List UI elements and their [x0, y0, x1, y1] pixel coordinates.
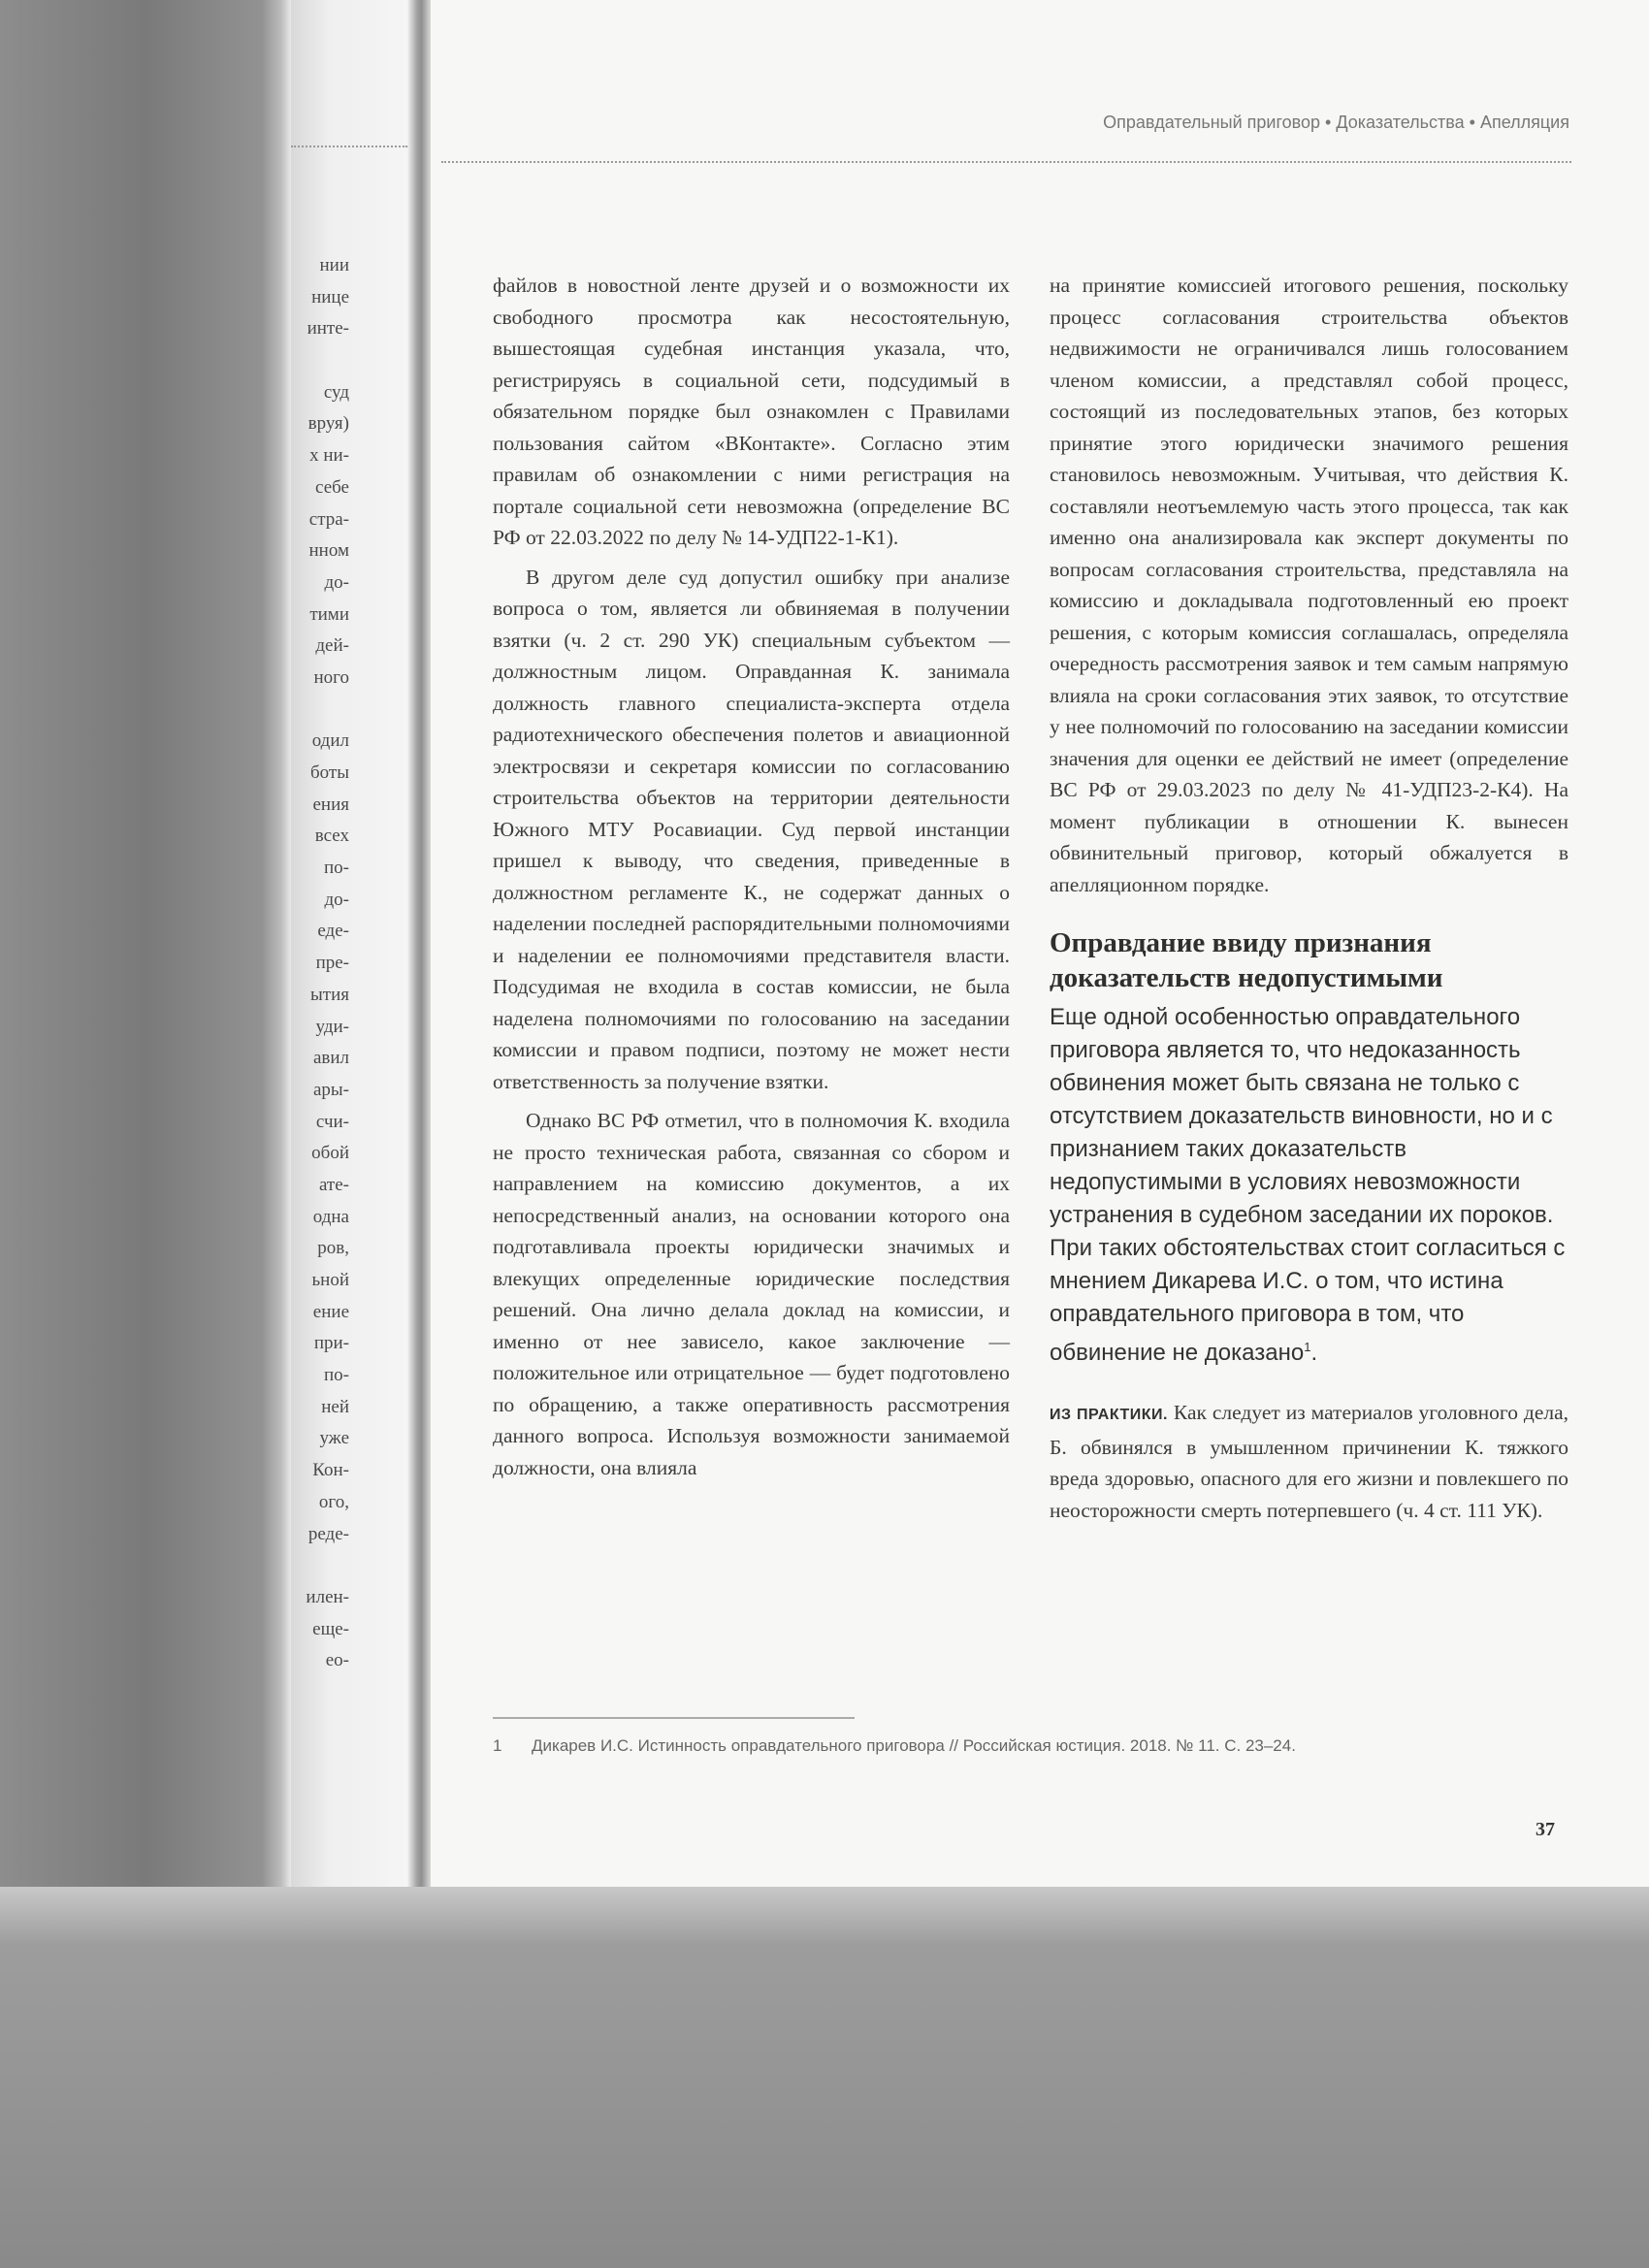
previous-page-fragment-line: вруя): [307, 413, 349, 435]
previous-page-fragment-line: ного: [313, 666, 349, 688]
previous-page-fragment-line: ров,: [317, 1238, 349, 1259]
paragraph: на принятие комиссией итогового решения, поскольку процесс согласования строительства объектов недвижимости не ограничивался лишь голосованием членом комиссии, а представлял собой процесс, состоящий из последовательных этапов, без которых принятие этого юридически значимого решения становилось невозможным. Учитывая, что действия К. составляли неотъемлемую часть этого процесса, так как именно она анализировала как эксперт документы по вопросам согласования строительства, представляла на комиссию и докладывала подготовленный ею проект решения, с которым комиссия соглашалась, определяла очередность рассмотрения заявок и тем самым напрямую влияла на сроки согласования этих заявок, то отсутствие у нее полномочий по голосованию на заседании комиссии значения для оценки ее действий не имеет (определение ВС РФ от 29.03.2023 по делу № 41-УДП23-2-К4). На момент публикации в отношении К. вынесен обвинительный приговор, который обжалуется в апелляционном порядке.: [1050, 274, 1568, 896]
previous-page-fragment-line: пре-: [315, 953, 349, 974]
lead-paragraph: Еще одной особенностью оправдательного приговора является то, что недоказанность обвинения может быть связана не только с отсутствием доказательств виновности, но и с признанием таких доказательств недопустимыми в условиях невозможности устранения в судебном заседании их пороков. При таких обстоятельствах стоит согласиться с мнением Дикарева И.С. о том, что истина оправдательного приговора в том, что обвинение не доказано$^1$.: [1050, 1004, 1566, 1366]
previous-page-fragment-line: [291, 345, 349, 377]
previous-page-fragment-line: дей-: [315, 635, 349, 657]
previous-page-fragment-line: уди-: [315, 1016, 349, 1037]
previous-page-fragment-line: ео-: [325, 1650, 349, 1671]
footnote-text: Дикарев И.С. Истинность оправдательного приговора // Российская юстиция. 2018. № 11. С. 23–24.: [532, 1736, 1296, 1755]
previous-page-fragment-line: до-: [324, 889, 349, 910]
previous-page-fragment-line: Кон-: [312, 1460, 349, 1481]
previous-page-fragment-line: ого,: [318, 1491, 349, 1512]
previous-page-fragment-line: ате-: [318, 1174, 349, 1195]
previous-page-fragment-line: ары-: [312, 1079, 349, 1100]
paragraph: файлов в новостной ленте друзей и о возможности их свободного просмотра как несостоятельную, вышестоящая судебная инстанция указала, что, регистрируясь в социальной сети, подсудимый в обязательном порядке был ознакомлен с Правилами пользования сайтом «ВКонтакте». Согласно этим правилам об ознакомлении с ними регистрация на портале социальной сети невозможна (определение ВС РФ от 22.03.2022 по делу № 14-УДП22-1-К1).: [493, 274, 1010, 549]
previous-page-fragment-line: нии: [319, 255, 349, 275]
previous-page-fragment-line: уже: [319, 1428, 349, 1449]
header-rule: [441, 161, 1571, 163]
previous-page-fragment-line: до-: [324, 571, 349, 593]
previous-page-text-fragments: [291, 250, 349, 1677]
previous-page-fragment-line: суд: [323, 381, 349, 403]
previous-page-fragment-line: еще-: [312, 1618, 349, 1639]
previous-page-fragment-line: х ни-: [309, 445, 349, 467]
previous-page-fragment-line: нице: [311, 286, 349, 308]
book-spine-shadow: [407, 0, 431, 1887]
previous-page-fragment-line: ней: [321, 1396, 349, 1417]
previous-page-fragment-line: счи-: [315, 1111, 349, 1132]
lead-text: Еще одной особенностью оправдательного приговора является то, что недоказанность обвинения может быть связана не только с отсутствием доказательств виновности, но и с признанием таких доказательств недопустимыми в условиях невозможности устранения в судебном заседании их пороков. При таких обстоятельствах стоит согласиться с мнением Дикарева И.С. о том, что истина оправдательного приговора в том, что обвинение не доказано: [1050, 1004, 1566, 1366]
previous-page-fragment-line: всех: [314, 826, 349, 847]
scan-shadow-left: [0, 0, 291, 1887]
paragraph: В другом деле суд допустил ошибку при анализе вопроса о том, является ли обвиняемая в получении взятки (ч. 2 ст. 290 УК) специальным субъектом — должностным лицом. Оправданная К. занимала должность главного специалиста-эксперта отдела радиотехнического обеспечения полетов и авиационной электросвязи и секретаря комиссии по согласованию строительства объектов на территории деятельности Южного МТУ Росавиации. Суд первой инстанции пришел к выводу, что сведения, приведенные в должностном регламенте К., не содержат данных о наделении последней распорядительными полномочиями и наделении ее полномочиями представителя власти. Подсудимая не входила в состав комиссии, не была наделена полномочиями по голосованию на заседании комиссии и правом подписи, поэтому не может нести ответственность за получение взятки.: [493, 565, 1010, 1093]
previous-page-fragment-line: тими: [309, 603, 349, 625]
previous-page-fragment-line: одна: [312, 1206, 349, 1227]
previous-page-fragment-line: нном: [308, 540, 349, 562]
previous-page-fragment-line: ение: [312, 1301, 349, 1322]
previous-page-fragment-line: себе: [315, 476, 349, 498]
footnote-ref: 1: [1304, 1340, 1311, 1354]
previous-page-fragment-line: илен-: [306, 1586, 349, 1607]
footnote: [493, 1736, 1560, 1756]
previous-page-fragment-line: [291, 695, 349, 727]
column-left: [493, 270, 1010, 1483]
section-heading: Оправдание ввиду признания доказательств недопустимыми: [1050, 927, 1443, 993]
previous-page-fragment-line: ения: [312, 794, 349, 815]
footnote-rule: [493, 1717, 855, 1719]
practice-paragraph: [1050, 1397, 1568, 1526]
previous-page-fragment-line: реде-: [307, 1523, 349, 1544]
previous-page-fragment-line: по-: [324, 1365, 349, 1386]
previous-page-fragment-line: боты: [310, 762, 349, 783]
previous-page-fragment-line: стра-: [308, 508, 349, 530]
previous-page-header-rule: [291, 146, 407, 147]
previous-page-fragment-line: авил: [312, 1048, 349, 1069]
previous-page-fragment-line: инте-: [307, 318, 349, 340]
previous-page-fragment-line: ытия: [310, 984, 349, 1005]
practice-text: Как следует из материалов уголовного дела, Б. обвинялся в умышленном причинении К. тяжкого вреда здоровью, опасного для его жизни и повлекшего по неосторожности смерть потерпевшего (ч. 4 ст. 111 УК).: [1050, 1401, 1569, 1522]
previous-page-fragment-line: по-: [324, 858, 349, 879]
scan-shadow-bottom: [0, 1887, 1649, 2268]
previous-page-fragment-line: [291, 1550, 349, 1582]
practice-label: ИЗ ПРАКТИКИ.: [1050, 1407, 1168, 1423]
previous-page-fragment-line: одил: [311, 730, 349, 752]
footnote-number: 1: [493, 1736, 502, 1755]
previous-page-fragment-line: еде-: [317, 921, 349, 942]
page-number: 37: [1536, 1819, 1555, 1840]
running-head: Оправдательный приговор • Доказательства • Апелляция: [1103, 113, 1569, 132]
previous-page-fragment-line: ьной: [311, 1270, 349, 1290]
previous-page-fragment-line: обой: [311, 1143, 349, 1164]
previous-page-fragment-line: при-: [313, 1333, 349, 1354]
paragraph: Однако ВС РФ отметил, что в полномочия К. входила не просто техническая работа, связанная со сбором и направлением на комиссию документов, а их непосредственный анализ, на основании которого она подготавливала проекты юридически значимых и влекущих определенные юридические последствия решений. Она лично делала доклад на комиссии, и именно от нее зависело, какое заключение — положительное или отрицательное — будет подготовлено по обращению, а также оперативность рассмотрения данного вопроса. Используя возможности занимаемой должности, она влияла: [493, 1109, 1010, 1479]
column-right: [1050, 270, 1568, 1526]
